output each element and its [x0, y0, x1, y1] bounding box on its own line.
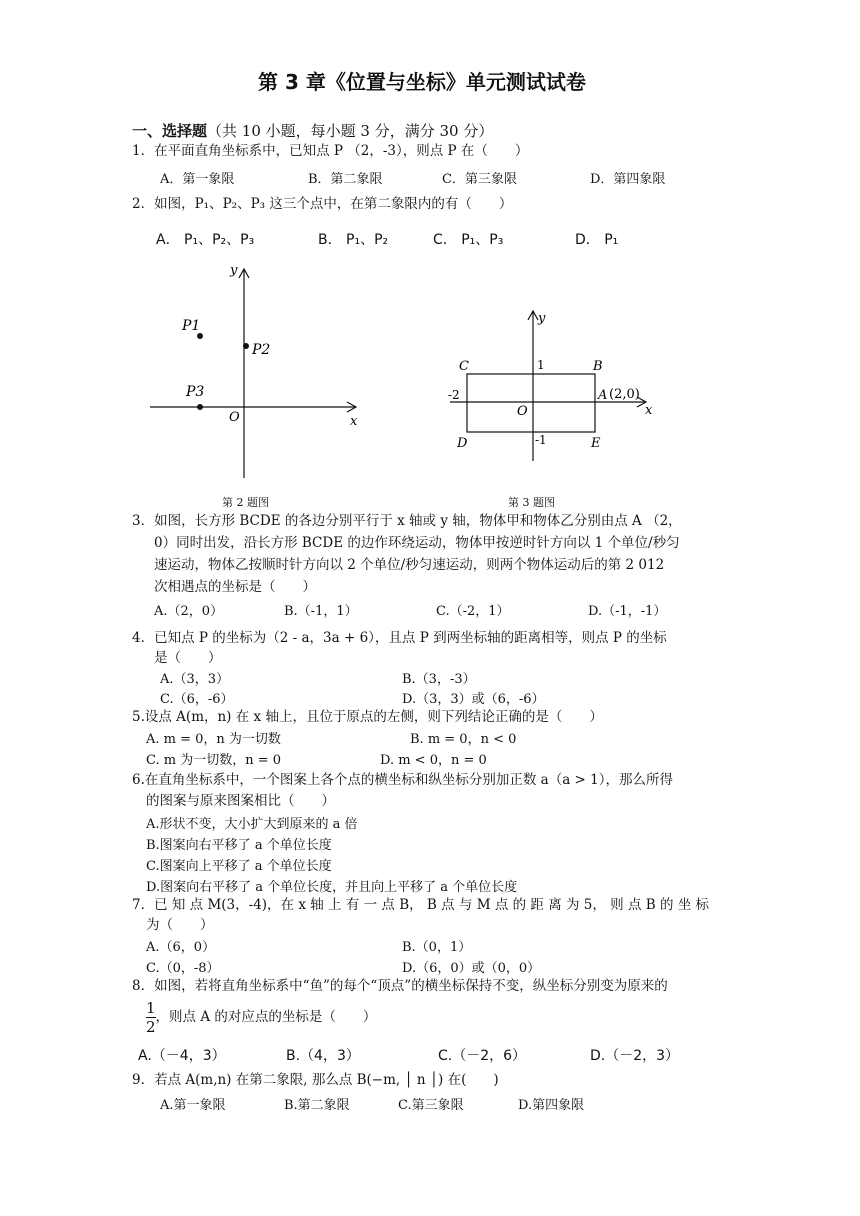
- q4-line-1: 4．已知点 P 的坐标为（2 - a，3a + 6），且点 P 到两坐标轴的距离相等，则点 P 的坐标: [132, 630, 667, 646]
- q6-option-c: C.图案向上平移了 a 个单位长度: [146, 859, 332, 874]
- q3-line-3: 速运动，物体乙按顺时针方向以 2 个单位/秒匀速运动，则两个物体运动后的第 2 012: [154, 557, 665, 573]
- q3-option-c: C.（-2，1）: [436, 604, 510, 619]
- x-axis-label: x: [645, 403, 653, 418]
- q7-option-b: B.（0，1）: [402, 940, 472, 955]
- q6-option-d: D.图案向右平移了 a 个单位长度，并且向上平移了 a 个单位长度: [146, 880, 518, 895]
- point-p3: [197, 404, 203, 410]
- point-a-coordinate: (2,0): [609, 387, 640, 402]
- q1-option-c: C．第三象限: [442, 172, 517, 187]
- x-axis-label: x: [350, 414, 358, 429]
- y-axis-label: y: [230, 263, 238, 278]
- q9-option-b: B.第二象限: [284, 1098, 350, 1113]
- point-a-label: A: [598, 388, 608, 403]
- corner-c-label: C: [459, 359, 469, 374]
- q8-option-d: D.（－2，3）: [590, 1048, 680, 1064]
- q3-option-a: A.（2，0）: [154, 604, 224, 619]
- q7-option-c: C.（0，-8）: [146, 961, 220, 976]
- q1-option-b: B．第二象限: [308, 172, 383, 187]
- page-title: 第 3 章《位置与坐标》单元测试试卷: [258, 70, 586, 94]
- q5-option-c: C. m 为一切数，n = 0: [146, 753, 282, 768]
- figure-q2-coordinate-plane: [140, 258, 370, 483]
- tick-label-neg-2: -2: [448, 388, 460, 402]
- q2-option-b: B． P₁、P₂: [318, 232, 389, 248]
- figure-q3-caption: 第 3 题图: [508, 496, 555, 509]
- q3-option-b: B.（-1，1）: [284, 604, 358, 619]
- q9-option-c: C.第三象限: [398, 1098, 464, 1113]
- q9-option-d: D.第四象限: [518, 1098, 585, 1113]
- q7-option-d: D.（6，0）或（0，0）: [402, 961, 541, 976]
- q4-option-d: D.（3，3）或（6，-6）: [402, 692, 545, 707]
- q1-stem: 1．在平面直角坐标系中，已知点 P （2，-3），则点 P 在（ ）: [132, 143, 529, 159]
- figure-q3-rectangle: [440, 306, 670, 466]
- q5-option-d: D. m < 0，n = 0: [380, 753, 487, 768]
- fraction-denominator: 2: [146, 1018, 156, 1036]
- q3-line-4: 次相遇点的坐标是（ ）: [154, 579, 316, 595]
- point-p3-label: P3: [186, 384, 205, 400]
- q5-stem: 5.设点 A(m，n) 在 x 轴上，且位于原点的左侧，则下列结论正确的是（ ）: [132, 709, 603, 725]
- tick-label-1: 1: [537, 358, 545, 372]
- q4-line-2: 是（ ）: [154, 650, 222, 666]
- q8-option-a: A.（－4，3）: [138, 1048, 226, 1064]
- section-heading: [132, 120, 493, 141]
- point-p1-label: P1: [182, 318, 201, 334]
- q2-option-d: D． P₁: [575, 232, 619, 248]
- figure-q2-caption: 第 2 题图: [222, 496, 269, 509]
- q4-option-a: A.（3，3）: [160, 672, 230, 687]
- q4-option-c: C.（6，-6）: [160, 692, 234, 707]
- q5-option-a: A. m = 0，n 为一切数: [146, 732, 281, 747]
- rectangle-bcde: [467, 374, 595, 432]
- q6-line-1: 6.在直角坐标系中，一个图案上各个点的横坐标和纵坐标分别加正数 a（a > 1），那么所得: [132, 772, 674, 788]
- q5-option-b: B. m = 0，n < 0: [410, 732, 517, 747]
- section-note: （共 10 小题，每小题 3 分，满分 30 分）: [207, 122, 494, 140]
- section-label: 一、选择题: [132, 122, 208, 140]
- q9-option-a: A.第一象限: [160, 1098, 226, 1113]
- q2-option-c: C． P₁、P₃: [433, 232, 504, 248]
- q7-line-2: 为（ ）: [146, 917, 214, 933]
- q7-option-a: A.（6，0）: [146, 940, 216, 955]
- q2-stem: 2．如图，P₁、P₂、P₃ 这三个点中，在第二象限内的有（ ）: [132, 196, 513, 212]
- q8-line-1: 8．如图，若将直角坐标系中“鱼”的每个“顶点”的横坐标保持不变，纵坐标分别变为原来的: [132, 978, 668, 994]
- q8-line-2-row: [146, 998, 376, 1036]
- fraction-one-half: [146, 999, 156, 1036]
- q8-option-c: C.（－2，6）: [438, 1048, 527, 1064]
- corner-e-label: E: [591, 436, 601, 451]
- q6-option-b: B.图案向右平移了 a 个单位长度: [146, 838, 332, 853]
- q7-line-1: 7．已 知 点 M(3，-4)，在 x 轴 上 有 一 点 B， B 点 与 M 点 的 距 离 为 5， 则 点 B 的 坐 标: [132, 897, 710, 913]
- q8-line-2: ，则点 A 的对应点的坐标是（ ）: [155, 1009, 377, 1025]
- point-p2: [243, 343, 249, 349]
- corner-d-label: D: [457, 436, 468, 451]
- q2-option-a: A． P₁、P₂、P₃: [156, 232, 255, 248]
- origin-label: O: [517, 404, 528, 419]
- q3-line-2: 0）同时出发，沿长方形 BCDE 的边作环绕运动，物体甲按逆时针方向以 1 个单位/秒匀: [154, 535, 680, 551]
- q3-option-d: D.（-1，-1）: [588, 604, 667, 619]
- q1-option-d: D．第四象限: [590, 172, 666, 187]
- q4-option-b: B.（3，-3）: [402, 672, 476, 687]
- q1-option-a: A．第一象限: [160, 172, 235, 187]
- origin-label: O: [229, 410, 240, 425]
- corner-b-label: B: [593, 359, 603, 374]
- point-p2-label: P2: [252, 342, 271, 358]
- y-axis-label: y: [538, 311, 546, 326]
- q8-option-b: B.（4，3）: [286, 1048, 360, 1064]
- q3-line-1: 3．如图，长方形 BCDE 的各边分别平行于 x 轴或 y 轴，物体甲和物体乙分别由点 A （2，: [132, 513, 682, 529]
- q9-stem: 9．若点 A(m,n) 在第二象限, 那么点 B(−m, │ n │) 在( ): [132, 1072, 499, 1088]
- tick-label-neg-1: -1: [535, 433, 547, 447]
- q6-option-a: A.形状不变，大小扩大到原来的 a 倍: [146, 817, 358, 832]
- q6-line-2: 的图案与原来图案相比（ ）: [146, 793, 335, 809]
- fraction-numerator: 1: [146, 999, 156, 1017]
